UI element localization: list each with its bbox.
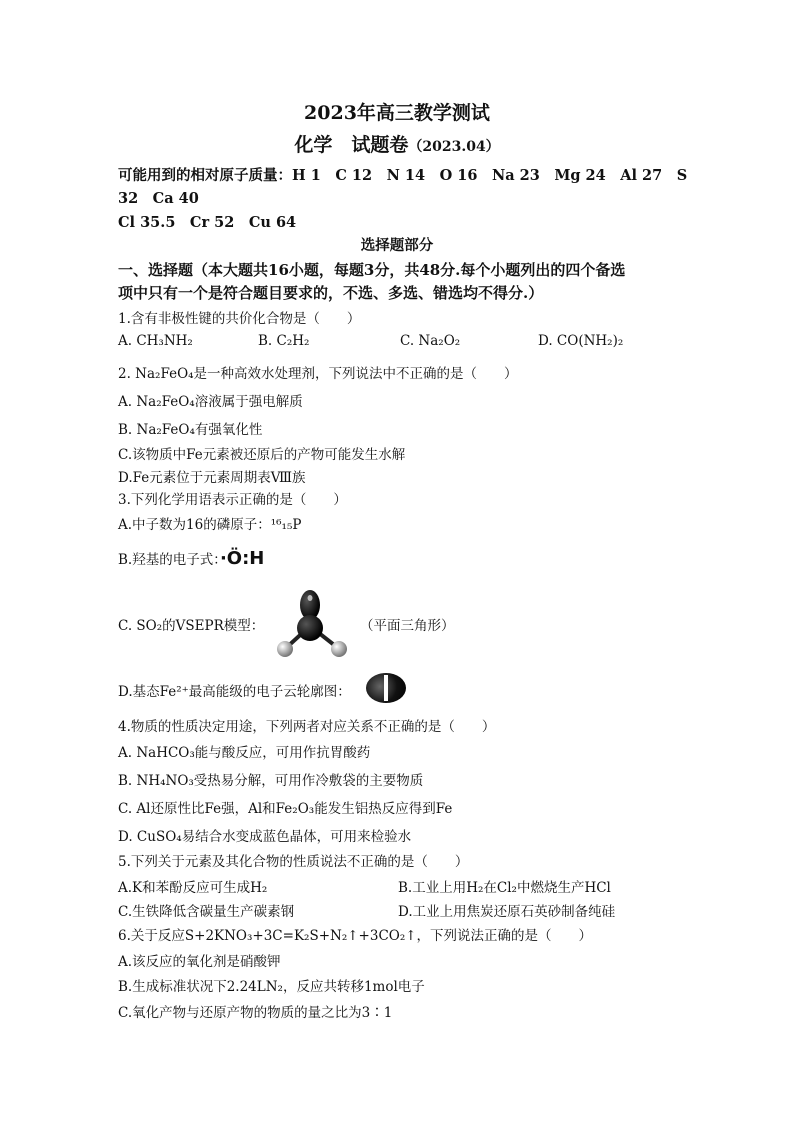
q4-option-d: D. CuSO₄易结合水变成蓝色晶体，可用来检验水 (118, 829, 412, 845)
q4-stem: 4.物质的性质决定用途，下列两者对应关系不正确的是（ ） (118, 719, 496, 735)
q6-stem: 6.关于反应S+2KNO₃+3C=K₂S+N₂↑+3CO₂↑，下列说法正确的是（ ） (118, 928, 593, 944)
section-instructions-2: 项中只有一个是符合题目要求的，不选、多选、错选均不得分.） (118, 284, 544, 302)
q6-option-c: C.氧化产物与还原产物的物质的量之比为3∶1 (118, 1005, 393, 1021)
section-instructions-1: 一、选择题（本大题共16小题，每题3分，共48分.每个小题列出的四个备选 (118, 261, 626, 279)
q3-option-c-note: （平面三角形） (360, 618, 455, 634)
q2-option-c: C.该物质中Fe元素被还原后的产物可能发生水解 (118, 447, 406, 463)
q4-option-a: A. NaHCO₃能与酸反应，可用作抗胃酸药 (118, 745, 371, 761)
paper-label: 试题卷 (351, 134, 409, 156)
q3-option-b (118, 548, 264, 569)
hydroxyl-electron-formula: ·Ö:H (219, 548, 265, 569)
q6-option-a: A.该反应的氧化剂是硝酸钾 (118, 954, 281, 970)
q2-option-d: D.Fe元素位于元素周期表Ⅷ族 (118, 470, 306, 486)
so2-vsepr-model-icon (272, 588, 352, 660)
q1-option-c: C. Na₂O₂ (400, 333, 461, 349)
main-title: 2023年高三教学测试 (304, 102, 490, 124)
q5-option-c: C.生铁降低含碳量生产碳素钢 (118, 904, 295, 920)
q5-option-a: A.K和苯酚反应可生成H₂ (118, 880, 268, 896)
section-title: 选择题部分 (360, 237, 434, 254)
electron-cloud-icon (366, 673, 406, 703)
exam-date: （2023.04） (408, 139, 500, 155)
q1-option-b: B. C₂H₂ (258, 333, 310, 349)
subtitle (0, 130, 794, 157)
q6-option-b: B.生成标准状况下2.24LN₂，反应共转移1mol电子 (118, 979, 425, 995)
q3-option-c: C. SO₂的VSEPR模型： (118, 618, 265, 634)
q3-option-a (118, 513, 301, 533)
q5-option-d: D.工业上用焦炭还原石英砂制备纯硅 (398, 904, 616, 920)
q1-option-a: A. CH₃NH₂ (118, 333, 193, 349)
subject-label: 化学 (294, 134, 333, 156)
q5-option-b: B.工业上用H₂在Cl₂中燃烧生产HCl (398, 880, 611, 896)
q1-option-d: D. CO(NH₂)₂ (538, 333, 624, 349)
q3-stem: 3.下列化学用语表示正确的是（ ） (118, 492, 347, 508)
q5-stem: 5.下列关于元素及其化合物的性质说法不正确的是（ ） (118, 854, 469, 870)
q2-option-a: A. Na₂FeO₄溶液属于强电解质 (118, 394, 303, 410)
q3-option-d: D.基态Fe²⁺最高能级的电子云轮廓图： (118, 684, 351, 700)
q1-stem: 1.含有非极性键的共价化合物是（ ） (118, 311, 361, 327)
phosphorus-isotope-formula: ¹⁶₁₅P (270, 517, 302, 533)
atomic-mass-line-3: Cl 35.5 Cr 52 Cu 64 (118, 214, 297, 231)
q2-stem: 2. Na₂FeO₄是一种高效水处理剂，下列说法中不正确的是（ ） (118, 366, 518, 382)
q2-option-b: B. Na₂FeO₄有强氧化性 (118, 422, 263, 438)
atomic-mass-line-1: 可能用到的相对原子质量：H 1 C 12 N 14 O 16 Na 23 Mg 24 Al 27 S (118, 167, 688, 184)
q3-option-a-text: A.中子数为16的磷原子： (118, 517, 271, 533)
q4-option-b: B. NH₄NO₃受热易分解，可用作冷敷袋的主要物质 (118, 773, 424, 789)
q4-option-c: C. Al还原性比Fe强，Al和Fe₂O₃能发生铝热反应得到Fe (118, 801, 453, 817)
q3-option-b-text: B.羟基的电子式： (118, 552, 220, 568)
atomic-mass-line-2: 32 Ca 40 (118, 190, 199, 207)
